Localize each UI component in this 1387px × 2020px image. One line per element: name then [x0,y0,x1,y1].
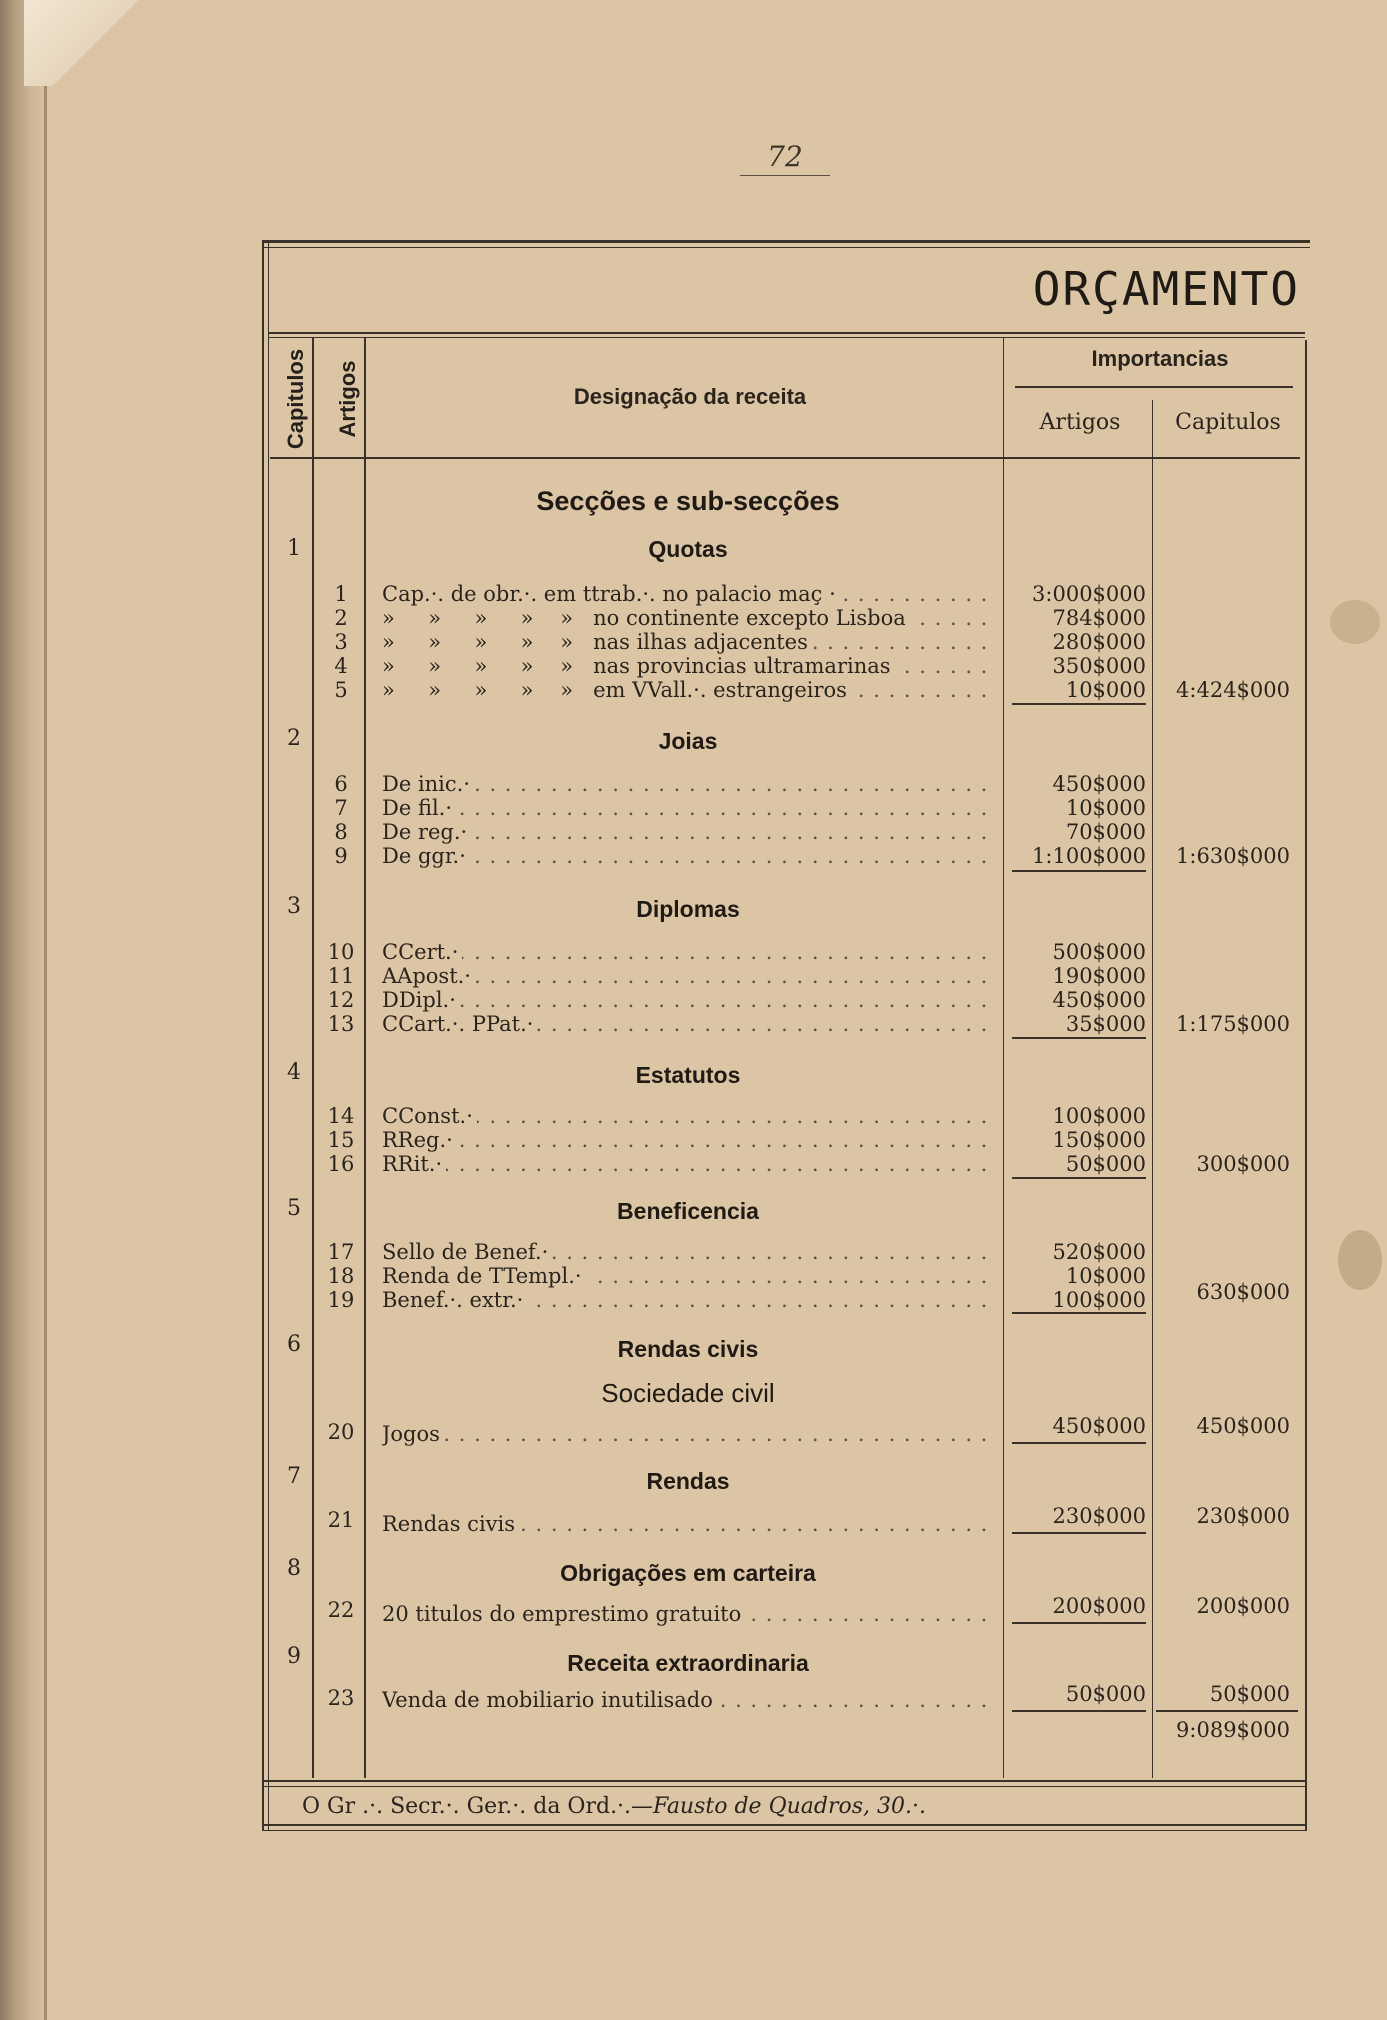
article-description [382,582,997,606]
description-text: RRit.· [382,1152,446,1176]
article-number: 21 [327,1508,355,1532]
subtotal-rule [1012,1442,1146,1444]
article-description [382,678,997,702]
article-amount: 200$000 [1052,1594,1146,1618]
article-number: 3 [334,630,348,654]
article-description [382,820,997,844]
article-number: 10 [327,940,355,964]
description-text: Cap.·. de obr.·. em ttrab.·. no palacio maç · [382,582,840,606]
article-description [382,1264,997,1288]
chapter-number: 1 [287,536,301,561]
article-amount: 100$000 [1052,1288,1146,1312]
article-description [382,1240,997,1264]
subtotal-rule [1012,1177,1146,1179]
chapter-total: 200$000 [1196,1594,1290,1618]
chapter-number: 5 [287,1196,301,1221]
chapter-heading: Receita extraordinaria [567,1650,809,1676]
description-text: Sello de Benef.· [382,1240,552,1264]
article-description [382,1602,997,1626]
header-designacao: Designação da receita [573,384,807,409]
article-number: 13 [327,1012,355,1036]
header-artigos: Artigos [335,360,360,438]
article-amount: 100$000 [1052,1104,1146,1128]
chapter-total: 230$000 [1196,1504,1290,1528]
article-number: 6 [334,772,348,796]
article-amount: 50$000 [1065,1152,1146,1176]
footer-bottom-rule [262,1824,1307,1826]
article-description [382,1512,997,1536]
article-amount: 230$000 [1052,1504,1146,1528]
chapter-heading: Rendas civis [617,1336,759,1362]
article-description [382,1288,997,1312]
chapter-total: 300$000 [1196,1152,1290,1176]
article-amount: 450$000 [1052,988,1146,1012]
chapter-number: 6 [287,1332,301,1357]
article-description [382,940,997,964]
col-rule-capitulos [312,338,314,1778]
binding-edge [44,0,47,2020]
header-top-rule-thin [268,337,1305,338]
article-amount: 190$000 [1052,964,1146,988]
col-rule-designacao [1003,338,1004,1778]
article-description [382,654,997,678]
article-amount: 350$000 [1052,654,1146,678]
article-amount: 50$000 [1065,1682,1146,1706]
chapter-number: 3 [287,894,301,919]
page-number: 72 [740,140,830,176]
chapter-total: 450$000 [1196,1414,1290,1438]
article-amount: 450$000 [1052,1414,1146,1438]
description-text: CCert.· [382,940,462,964]
article-number: 19 [327,1288,355,1312]
article-description [382,630,997,654]
chapter-heading: Rendas [646,1468,730,1494]
chapter-number: 4 [287,1060,301,1085]
col-rule-artigos [364,338,366,1778]
frame-left-rule [262,240,264,1830]
article-description [382,1012,997,1036]
article-amount: 784$000 [1052,606,1146,630]
article-description [382,1152,997,1176]
description-text: RReg.· [382,1128,457,1152]
article-description [382,1128,997,1152]
header-sub-capitulos: Capitulos [1175,410,1281,435]
description-text: Renda de TTempl.· [382,1264,586,1288]
article-description [382,1688,997,1712]
chapter-number: 2 [287,726,301,751]
article-number: 1 [334,582,348,606]
footer-prefix: O Gr .·. Secr.·. Ger.·. da Ord.·. [302,1794,632,1819]
article-number: 15 [327,1128,355,1152]
description-text: CCart.·. PPat.· [382,1012,537,1036]
article-number: 4 [334,654,348,678]
chapter-total: 1:630$000 [1176,844,1290,868]
chapter-subheading: Sociedade civil [601,1378,775,1408]
article-amount: 10$000 [1065,678,1146,702]
article-amount: 450$000 [1052,772,1146,796]
paper-stain [1330,600,1380,644]
article-description [382,964,997,988]
article-description [382,988,997,1012]
grand-total: 9:089$000 [1176,1718,1290,1742]
article-amount: 70$000 [1065,820,1146,844]
description-text: De inic.· [382,772,474,796]
book-binding [0,0,44,2020]
chapter-heading: Obrigações em carteira [560,1560,816,1586]
description-text: Venda de mobiliario inutilisado [382,1688,717,1712]
col-rule-importancias [1152,400,1153,1778]
article-description [382,844,997,868]
footer-top-rule [262,1780,1307,1782]
frame-top-rule [262,240,1310,243]
chapter-total: 1:175$000 [1176,1012,1290,1036]
footer-top-rule-thin [262,1786,1307,1787]
article-amount: 10$000 [1065,796,1146,820]
description-text: Benef.·. extr.· [382,1288,527,1312]
subtotal-rule [1012,1710,1146,1712]
chapter-total: 630$000 [1196,1280,1290,1304]
chapter-heading: Diplomas [636,896,740,922]
article-description [382,1422,997,1446]
article-amount: 35$000 [1065,1012,1146,1036]
chapter-heading: Beneficencia [617,1198,759,1224]
subtotal-rule [1012,870,1146,872]
article-amount: 1:100$000 [1032,844,1146,868]
article-number: 8 [334,820,348,844]
description-text: DDipl.· [382,988,460,1012]
article-amount: 500$000 [1052,940,1146,964]
paper-stain [1338,1230,1382,1290]
header-top-rule [268,332,1305,334]
subtotal-rule [1012,1037,1146,1039]
chapter-total: 4:424$000 [1176,678,1290,702]
description-text: Jogos [382,1422,444,1446]
description-text: » » » » » em VVall.·. estrangeiros [382,678,851,702]
description-text: De fil.· [382,796,456,820]
description-text: CConst.· [382,1104,477,1128]
article-number: 16 [327,1152,355,1176]
article-number: 7 [334,796,348,820]
document-title: ORÇAMENTO [1032,262,1300,316]
chapter-number: 9 [287,1644,301,1669]
article-number: 2 [334,606,348,630]
footer-bottom-rule-thin [262,1830,1307,1831]
article-number: 12 [327,988,355,1012]
subtotal-rule [1012,1622,1146,1624]
article-amount: 280$000 [1052,630,1146,654]
grand-total-rule [1156,1710,1298,1712]
frame-right-rule [1305,340,1307,1830]
article-number: 23 [327,1686,355,1710]
article-amount: 150$000 [1052,1128,1146,1152]
description-text: De reg.· [382,820,471,844]
description-text: » » » » » no continente excepto Lisboa [382,606,910,630]
article-number: 22 [327,1598,355,1622]
article-number: 20 [327,1420,355,1444]
description-text: Rendas civis [382,1512,519,1536]
article-number: 18 [327,1264,355,1288]
article-number: 11 [327,964,355,988]
subtotal-rule [1012,1532,1146,1534]
description-text: » » » » » nas ilhas adjacentes [382,630,812,654]
article-amount: 10$000 [1065,1264,1146,1288]
footer-signature: —Fausto de Quadros, 30.·. [631,1794,926,1819]
article-number: 14 [327,1104,355,1128]
description-text: 20 titulos do emprestimo gratuito [382,1602,745,1626]
header-bottom-rule [270,457,1300,459]
header-sub-artigos: Artigos [1039,410,1121,435]
chapter-number: 7 [287,1464,301,1489]
importancias-brace [1015,386,1293,388]
subtotal-rule [1012,1312,1146,1314]
chapter-heading: Joias [658,728,718,754]
description-text: » » » » » nas provincias ultramarinas [382,654,895,678]
chapter-total: 50$000 [1209,1682,1290,1706]
description-text: AApost.· [382,964,475,988]
article-description [382,606,997,630]
description-text: De ggr.· [382,844,470,868]
chapter-heading: Quotas [648,536,728,562]
article-number: 9 [334,844,348,868]
article-amount: 520$000 [1052,1240,1146,1264]
article-description [382,796,997,820]
frame-left-rule-inner [268,240,269,1830]
section-heading: Secções e sub-secções [536,486,840,516]
header-capitulos: Capitulos [283,348,308,450]
subtotal-rule [1012,703,1146,705]
article-number: 5 [334,678,348,702]
folded-corner [24,0,144,86]
chapter-number: 8 [287,1556,301,1581]
header-importancias: Importancias [1091,346,1229,371]
article-description [382,1104,997,1128]
article-amount: 3:000$000 [1032,582,1146,606]
footer-signature-line [302,1794,1292,1819]
article-number: 17 [327,1240,355,1264]
article-description [382,772,997,796]
frame-top-rule-thin [262,247,1310,248]
chapter-heading: Estatutos [635,1062,741,1088]
